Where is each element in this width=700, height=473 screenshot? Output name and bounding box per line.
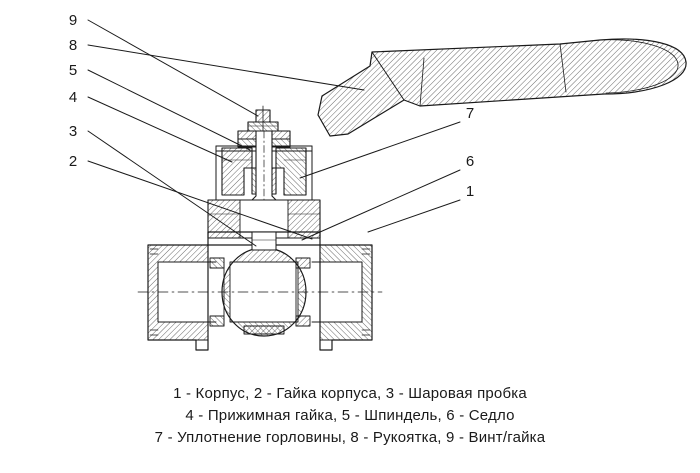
leader-number-9: 9 bbox=[68, 12, 78, 29]
caption-line-3: 7 - Уплотнение горловины, 8 - Рукоятка, 9 - Винт/гайка bbox=[154, 429, 546, 446]
leader-number-5: 5 bbox=[68, 62, 78, 79]
leader-number-2: 2 bbox=[68, 153, 78, 170]
ball-plug bbox=[222, 232, 306, 336]
caption-line-1: 1 - Корпус, 2 - Гайка корпуса, 3 - Шаровая пробка bbox=[173, 385, 527, 402]
leader-number-3: 3 bbox=[68, 123, 78, 140]
screw-nut-top bbox=[248, 106, 278, 132]
caption-line-2: 4 - Прижимная гайка, 5 - Шпиндель, 6 - Седло bbox=[185, 407, 515, 424]
leader-number-1: 1 bbox=[465, 183, 475, 200]
leader-number-7: 7 bbox=[465, 105, 475, 122]
leader-number-4: 4 bbox=[68, 89, 78, 106]
handle-lever bbox=[318, 39, 686, 136]
leader-number-6: 6 bbox=[465, 153, 475, 170]
figure-caption bbox=[0, 383, 700, 449]
leader-number-8: 8 bbox=[68, 37, 78, 54]
